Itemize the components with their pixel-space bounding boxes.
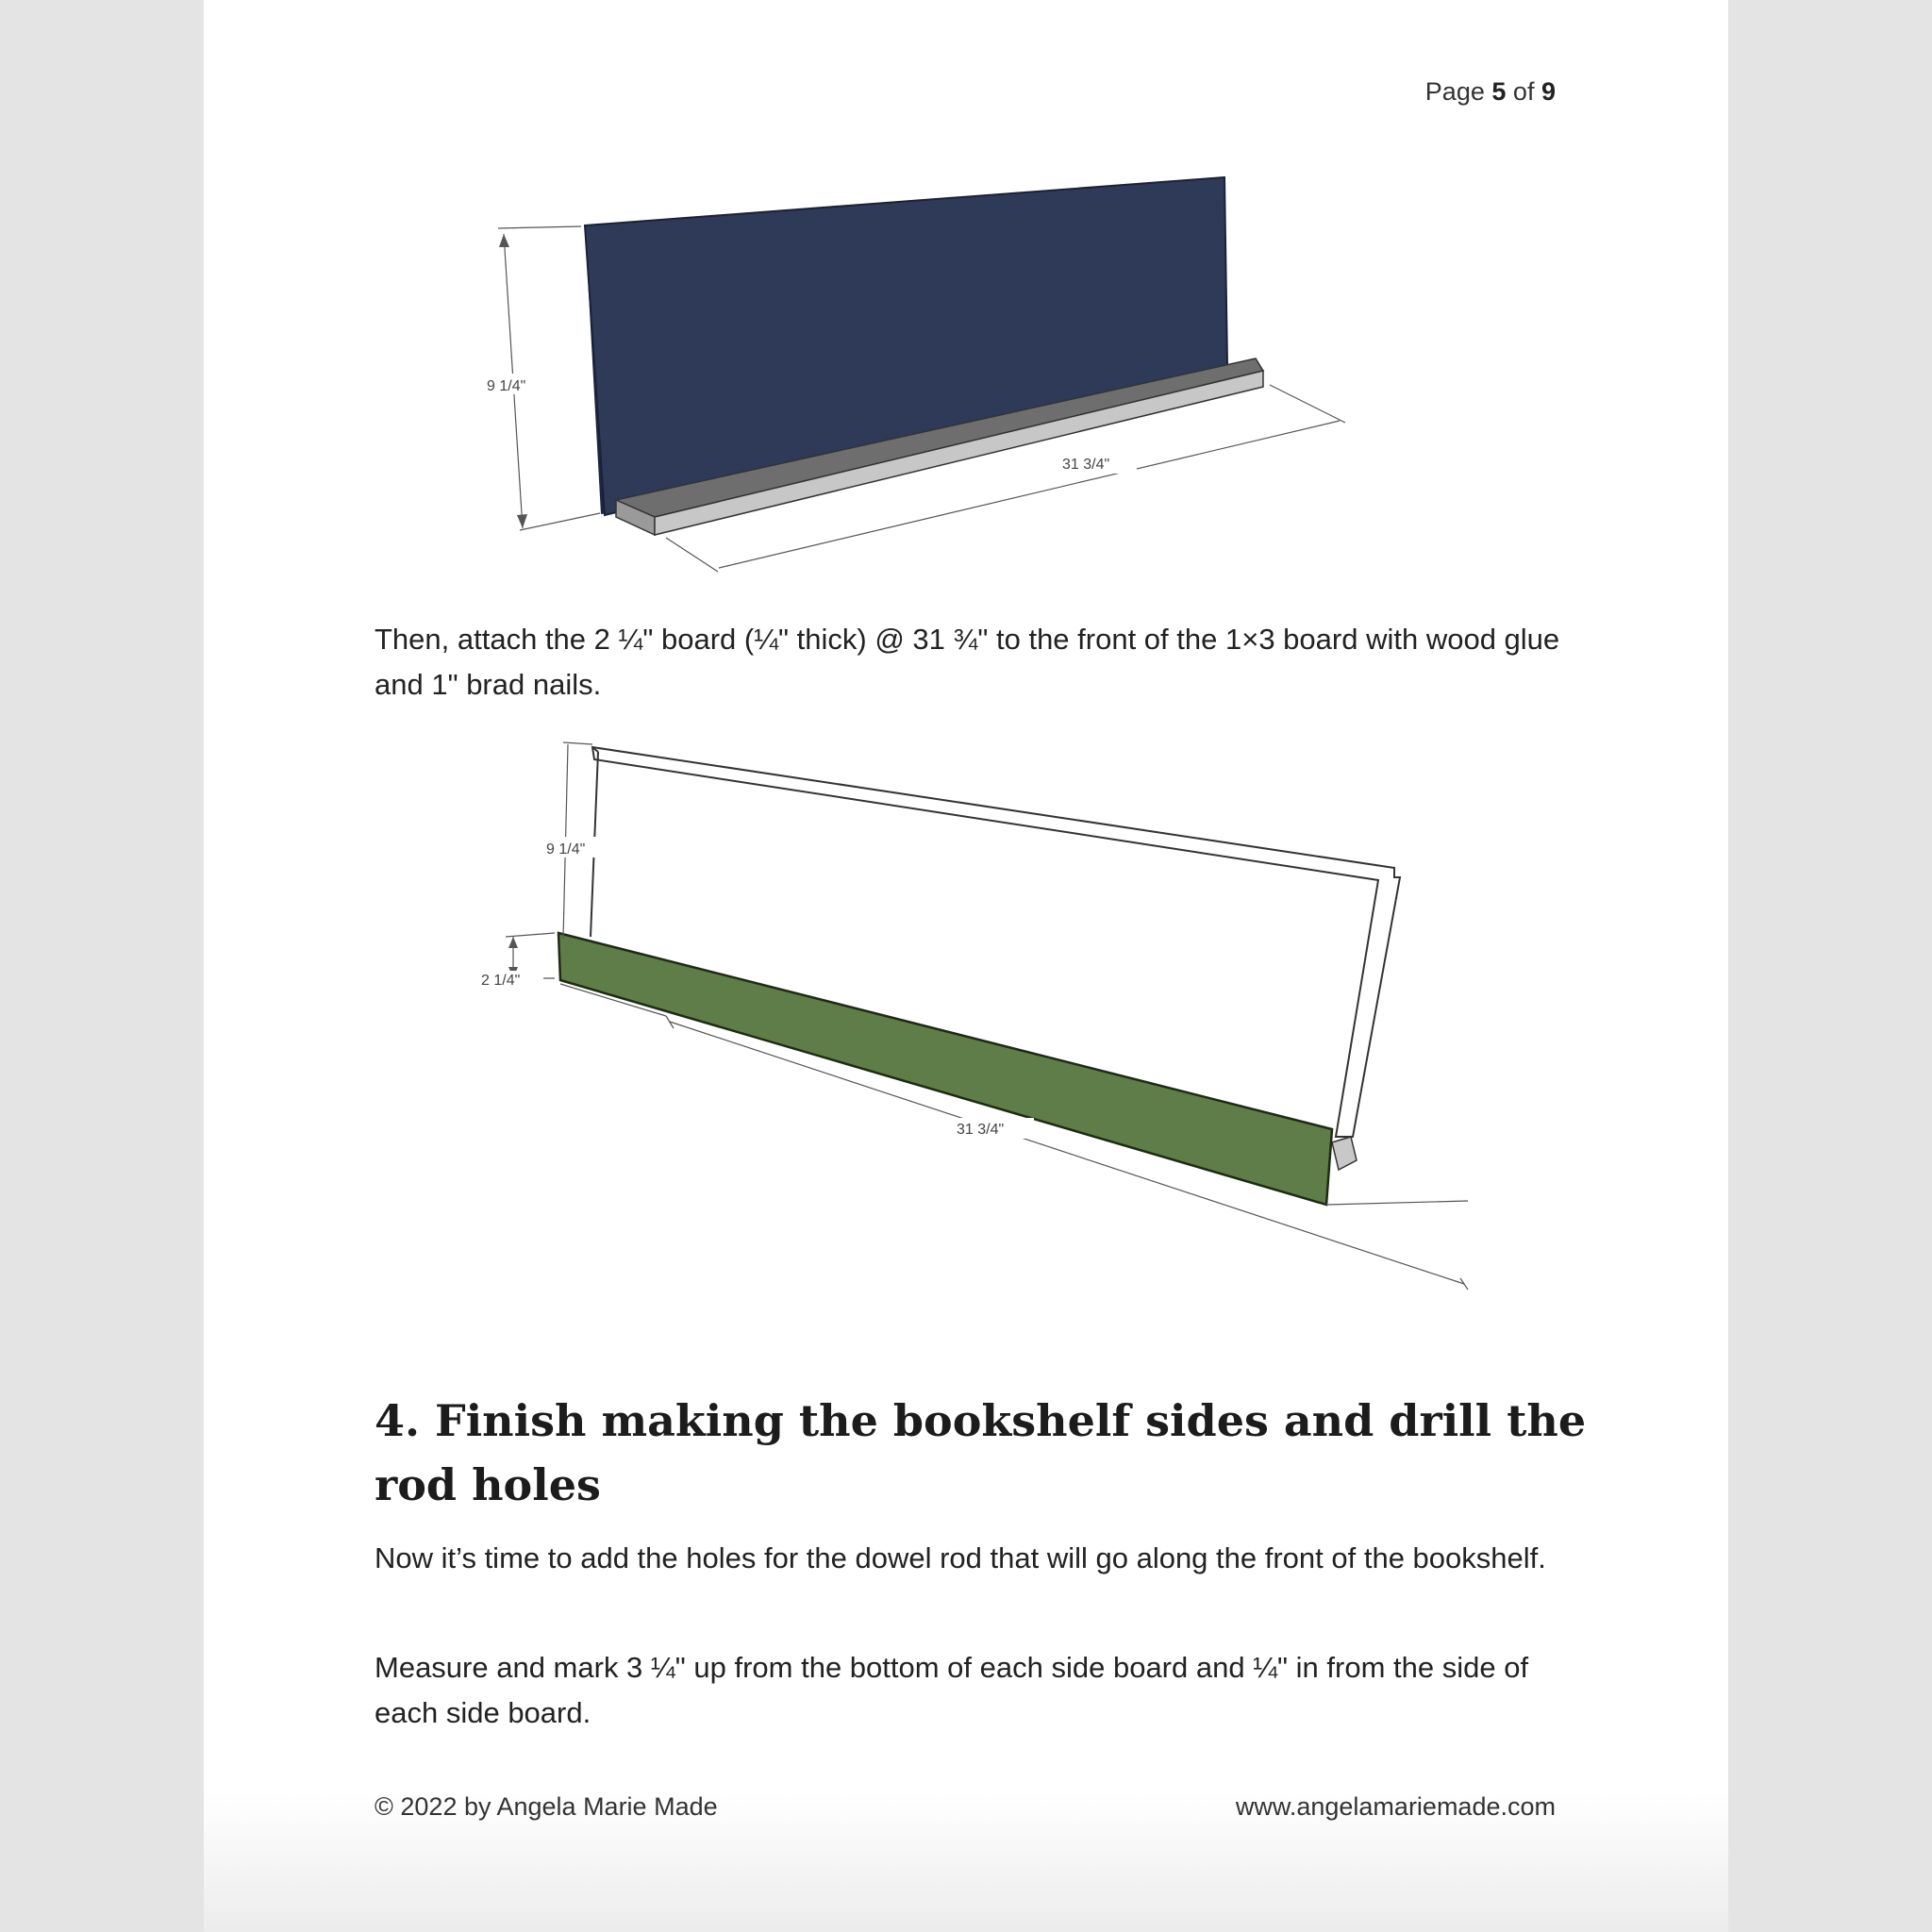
section-paragraph-1: Now it’s time to add the holes for the dowel rod that will go along the front of the bookshelf. bbox=[375, 1541, 1546, 1574]
front-height-label: 2 1/4" bbox=[481, 973, 521, 989]
dim-extension-top bbox=[506, 933, 555, 937]
figure-back-board-diagram bbox=[204, 160, 1728, 594]
dim-extension-top bbox=[498, 226, 581, 228]
section-paragraph-2: Measure and mark 3 ¼" up from the bottom of each side board and ¼" in from the side of each side board. bbox=[375, 1651, 1529, 1729]
section-heading: 4. Finish making the bookshelf sides and drill the rod holes bbox=[375, 1395, 1587, 1510]
dim-extension-top bbox=[563, 742, 592, 744]
dim-tick-right bbox=[1460, 1278, 1468, 1290]
front-board-face bbox=[558, 933, 1332, 1205]
arrow-up-icon bbox=[499, 234, 509, 247]
height-label: 9 1/4" bbox=[487, 378, 526, 394]
length-label: 31 3/4" bbox=[1062, 457, 1110, 473]
page-number bbox=[1425, 77, 1556, 107]
arrow-down-icon bbox=[517, 514, 527, 528]
arrow-up-icon bbox=[508, 937, 518, 948]
current-page: 5 bbox=[1491, 77, 1507, 106]
shelf-corner bbox=[1332, 1137, 1357, 1170]
dim-extension-right bbox=[1326, 1201, 1468, 1205]
page-label: Page bbox=[1424, 77, 1485, 106]
website-link[interactable]: www.angelamariemade.com bbox=[1235, 1792, 1556, 1821]
of-label: of bbox=[1512, 77, 1535, 106]
figure-front-board-diagram bbox=[204, 731, 1728, 1297]
instruction-paragraph: Then, attach the 2 ¼" board (¼" thick) @ 31 ¾" to the front of the 1×3 board with wood glue and 1" brad nails. bbox=[375, 623, 1560, 701]
dim-extension-left bbox=[666, 538, 718, 572]
document-page bbox=[204, 0, 1728, 1932]
dim-extension-bottom bbox=[520, 513, 600, 530]
dim-extension-right bbox=[1270, 385, 1345, 423]
back-board-drawing bbox=[204, 160, 1728, 594]
copyright-text: © 2022 by Angela Marie Made bbox=[375, 1792, 718, 1821]
total-pages: 9 bbox=[1541, 77, 1556, 106]
length-label: 31 3/4" bbox=[957, 1122, 1005, 1138]
front-board-drawing bbox=[204, 731, 1728, 1297]
height-label: 9 1/4" bbox=[546, 841, 586, 858]
